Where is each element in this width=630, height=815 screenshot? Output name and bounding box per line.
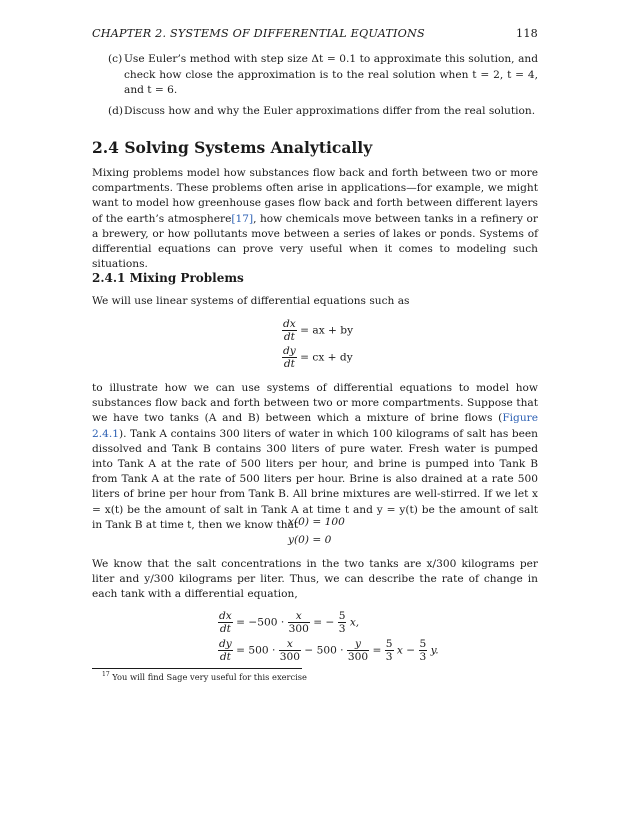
numerator: x — [279, 638, 301, 651]
chapter-title: CHAPTER 2. SYSTEMS OF DIFFERENTIAL EQUATIONS — [92, 27, 425, 40]
equation-part: x, — [349, 616, 360, 629]
equation-part: = — [372, 644, 382, 657]
numerator: dy — [283, 345, 296, 357]
numerator: dy — [219, 638, 232, 650]
equation-tank-b — [218, 638, 439, 663]
subsection-lead: We will use linear systems of differential equations such as — [92, 295, 410, 307]
equation-part: y. — [430, 644, 439, 657]
denominator: dt — [219, 623, 231, 635]
equation-part: = −500 · — [236, 616, 285, 629]
footnote-mark: 17 — [102, 671, 110, 678]
denominator: dt — [219, 651, 231, 663]
description-text-cont: ). Tank A contains 300 liters of water in which 100 kilograms of salt has been dissolved and Tank B contains 300 liters of pure water. Fresh water is pumped into Tank A at the rate of 500 liters per hour, and brine is pumped into Tank B from Tank A at the rate of 500 liters per hour. Brine is also drained at a rate 500 liters of brine per hour from Tank B. All brine mixtures are well-stirred. If we let x = x(t) be the amount of salt in Tank A at time t and y = y(t) be the amount of salt in Tank B at time t, then we know that — [92, 427, 538, 531]
numerator: 5 — [338, 610, 346, 622]
equation-part: − 500 · — [304, 644, 344, 657]
equation-rhs: = ax + by — [300, 324, 354, 337]
equation-rhs: = cx + dy — [300, 351, 353, 364]
initial-condition-x: x(0) = 100 — [288, 516, 345, 528]
section-heading: 2.4 Solving Systems Analytically — [92, 138, 373, 157]
denominator: 300 — [347, 651, 369, 663]
equation-part: x − — [396, 644, 416, 657]
exercise-text: Use Euler’s method with step size Δt = 0.1 to approximate this solution, and check how close the approximation is to the real solution when t = 2, t = 4, and t = 6. — [124, 53, 538, 96]
page-number: 118 — [516, 27, 538, 40]
denominator: 3 — [338, 623, 346, 635]
numerator: 5 — [419, 638, 427, 650]
section-intro — [92, 166, 538, 272]
denominator: 300 — [279, 651, 300, 663]
exercise-label: (c) — [108, 53, 123, 65]
denominator: 300 — [288, 623, 309, 635]
footnote-text: You will find Sage very useful for this exercise — [112, 671, 307, 682]
denominator: dt — [283, 331, 295, 343]
equation-general-1 — [282, 318, 353, 343]
footnote-rule — [92, 668, 302, 669]
denominator: 3 — [385, 651, 393, 663]
initial-condition-y: y(0) = 0 — [288, 534, 332, 546]
running-header — [92, 27, 538, 40]
equation-tank-a — [218, 610, 359, 635]
equation-part: = − — [313, 616, 335, 629]
intro-text: Mixing problems model how substances flow back and forth between two or more compartments. These problems often arise in applications—for example, we might want to model how greenhouse gases flow back and forth between different layers of the earth’s atmosphere — [92, 167, 538, 225]
citation-link[interactable]: [17] — [231, 212, 254, 225]
concentration-paragraph: We know that the salt concentrations in the two tanks are x/300 kilograms per liter and y/300 kilograms per liter. Thus, we can describe the rate of change in each tank with a differential equation, — [92, 558, 538, 601]
numerator: dx — [219, 610, 232, 622]
subsection-heading: 2.4.1 Mixing Problems — [92, 271, 244, 285]
numerator: x — [288, 610, 310, 623]
description-text: to illustrate how we can use systems of differential equations to model how substances flow back and forth between two or more compartments. Suppose that we have two tanks (A and B) between which a mixture of brine flows ( — [92, 382, 538, 425]
exercise-label: (d) — [108, 105, 124, 117]
exercise-text: Discuss how and why the Euler approximations differ from the real solution. — [124, 105, 536, 117]
numerator: dx — [283, 318, 296, 330]
exercise-item — [108, 104, 538, 120]
denominator: dt — [283, 358, 295, 370]
denominator: 3 — [419, 651, 427, 663]
numerator: 5 — [385, 638, 393, 650]
equation-part: = 500 · — [236, 644, 276, 657]
exercise-item — [108, 52, 538, 99]
numerator: y — [347, 638, 369, 651]
equation-general-2 — [282, 345, 353, 370]
mixing-description — [92, 381, 538, 533]
intro-text-cont: , how chemicals move between tanks in a refinery or a brewery, or how pollutants move between a series of lakes or ponds. Systems of differential equations can prove very useful when it comes to modeling such situations. — [92, 212, 538, 271]
footnote — [102, 671, 307, 682]
figure-link[interactable]: Figure 2.4.1 — [92, 412, 538, 440]
